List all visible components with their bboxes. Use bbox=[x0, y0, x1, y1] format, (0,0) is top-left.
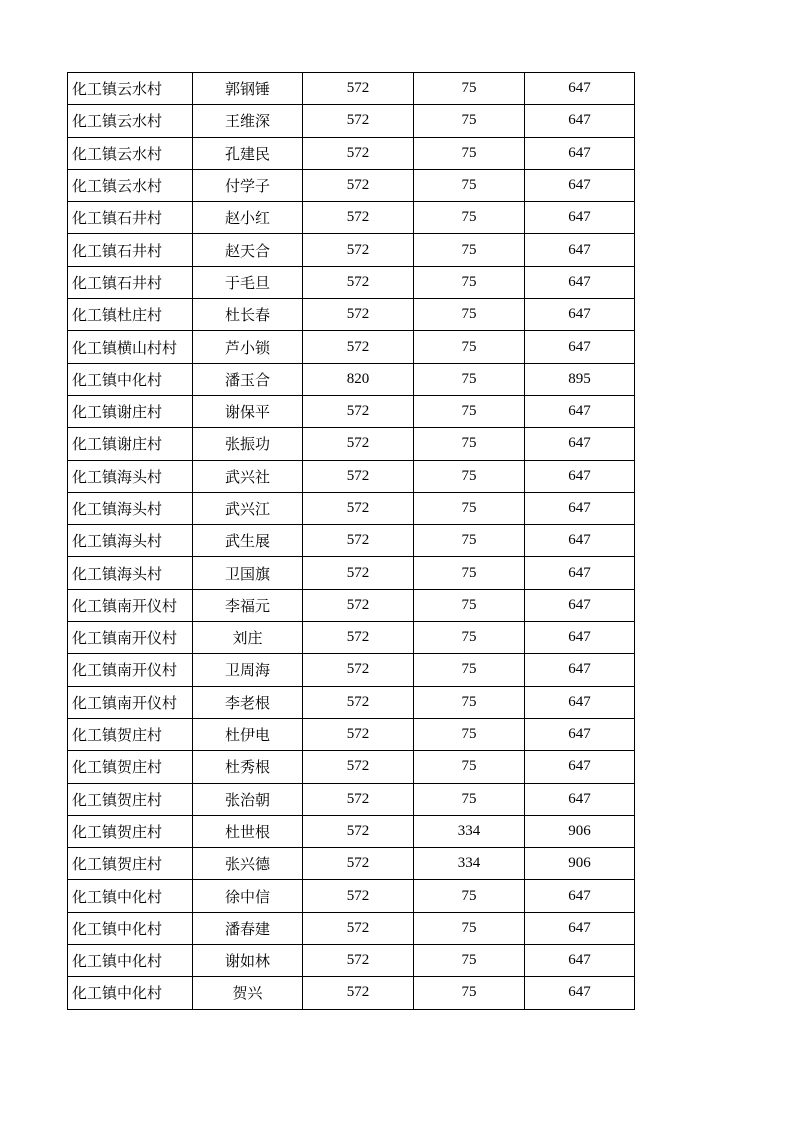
name-cell: 赵天合 bbox=[193, 234, 303, 266]
amount-a-cell: 572 bbox=[303, 137, 414, 169]
total-cell: 647 bbox=[525, 880, 635, 912]
name-cell: 李福元 bbox=[193, 589, 303, 621]
total-cell: 647 bbox=[525, 654, 635, 686]
amount-a-cell: 572 bbox=[303, 234, 414, 266]
amount-a-cell: 572 bbox=[303, 977, 414, 1009]
total-cell: 647 bbox=[525, 912, 635, 944]
amount-b-cell: 75 bbox=[414, 492, 525, 524]
table-row bbox=[68, 557, 635, 589]
name-cell: 李老根 bbox=[193, 686, 303, 718]
amount-a-cell: 572 bbox=[303, 492, 414, 524]
amount-b-cell: 75 bbox=[414, 363, 525, 395]
total-cell: 647 bbox=[525, 73, 635, 105]
amount-b-cell: 75 bbox=[414, 622, 525, 654]
village-cell: 化工镇海头村 bbox=[68, 557, 193, 589]
amount-a-cell: 572 bbox=[303, 331, 414, 363]
village-cell: 化工镇南开仪村 bbox=[68, 686, 193, 718]
name-cell: 王维深 bbox=[193, 105, 303, 137]
amount-b-cell: 75 bbox=[414, 460, 525, 492]
amount-a-cell: 572 bbox=[303, 169, 414, 201]
amount-a-cell: 572 bbox=[303, 266, 414, 298]
name-cell: 张振功 bbox=[193, 428, 303, 460]
amount-b-cell: 75 bbox=[414, 266, 525, 298]
amount-b-cell: 75 bbox=[414, 105, 525, 137]
amount-a-cell: 820 bbox=[303, 363, 414, 395]
village-cell: 化工镇南开仪村 bbox=[68, 589, 193, 621]
amount-a-cell: 572 bbox=[303, 783, 414, 815]
amount-b-cell: 75 bbox=[414, 654, 525, 686]
village-cell: 化工镇贺庄村 bbox=[68, 783, 193, 815]
name-cell: 于毛旦 bbox=[193, 266, 303, 298]
village-cell: 化工镇贺庄村 bbox=[68, 848, 193, 880]
name-cell: 潘春建 bbox=[193, 912, 303, 944]
amount-b-cell: 75 bbox=[414, 751, 525, 783]
table-row bbox=[68, 783, 635, 815]
amount-b-cell: 75 bbox=[414, 977, 525, 1009]
amount-a-cell: 572 bbox=[303, 557, 414, 589]
total-cell: 647 bbox=[525, 299, 635, 331]
village-cell: 化工镇中化村 bbox=[68, 912, 193, 944]
name-cell: 郭钢锤 bbox=[193, 73, 303, 105]
amount-b-cell: 75 bbox=[414, 686, 525, 718]
name-cell: 杜长春 bbox=[193, 299, 303, 331]
amount-a-cell: 572 bbox=[303, 945, 414, 977]
table-row bbox=[68, 73, 635, 105]
total-cell: 647 bbox=[525, 460, 635, 492]
amount-b-cell: 75 bbox=[414, 525, 525, 557]
village-cell: 化工镇石井村 bbox=[68, 266, 193, 298]
amount-a-cell: 572 bbox=[303, 202, 414, 234]
amount-a-cell: 572 bbox=[303, 589, 414, 621]
table-row bbox=[68, 331, 635, 363]
total-cell: 647 bbox=[525, 428, 635, 460]
total-cell: 647 bbox=[525, 718, 635, 750]
amount-a-cell: 572 bbox=[303, 622, 414, 654]
amount-b-cell: 75 bbox=[414, 137, 525, 169]
name-cell: 杜秀根 bbox=[193, 751, 303, 783]
name-cell: 卫国旗 bbox=[193, 557, 303, 589]
total-cell: 647 bbox=[525, 395, 635, 427]
village-cell: 化工镇贺庄村 bbox=[68, 751, 193, 783]
village-cell: 化工镇云水村 bbox=[68, 73, 193, 105]
name-cell: 杜伊电 bbox=[193, 718, 303, 750]
name-cell: 贺兴 bbox=[193, 977, 303, 1009]
amount-a-cell: 572 bbox=[303, 686, 414, 718]
table-row bbox=[68, 622, 635, 654]
village-cell: 化工镇中化村 bbox=[68, 945, 193, 977]
table-row bbox=[68, 525, 635, 557]
total-cell: 895 bbox=[525, 363, 635, 395]
total-cell: 647 bbox=[525, 202, 635, 234]
table-row bbox=[68, 395, 635, 427]
amount-a-cell: 572 bbox=[303, 73, 414, 105]
village-cell: 化工镇谢庄村 bbox=[68, 395, 193, 427]
table-row bbox=[68, 234, 635, 266]
total-cell: 647 bbox=[525, 492, 635, 524]
table-row bbox=[68, 880, 635, 912]
total-cell: 647 bbox=[525, 945, 635, 977]
village-cell: 化工镇谢庄村 bbox=[68, 428, 193, 460]
village-cell: 化工镇石井村 bbox=[68, 234, 193, 266]
table-row bbox=[68, 718, 635, 750]
village-cell: 化工镇中化村 bbox=[68, 880, 193, 912]
village-cell: 化工镇云水村 bbox=[68, 137, 193, 169]
table-row bbox=[68, 751, 635, 783]
name-cell: 谢保平 bbox=[193, 395, 303, 427]
amount-b-cell: 75 bbox=[414, 880, 525, 912]
amount-a-cell: 572 bbox=[303, 460, 414, 492]
amount-b-cell: 75 bbox=[414, 589, 525, 621]
amount-a-cell: 572 bbox=[303, 105, 414, 137]
total-cell: 647 bbox=[525, 169, 635, 201]
total-cell: 647 bbox=[525, 977, 635, 1009]
table-row bbox=[68, 460, 635, 492]
table-row bbox=[68, 137, 635, 169]
village-cell: 化工镇杜庄村 bbox=[68, 299, 193, 331]
amount-b-cell: 334 bbox=[414, 815, 525, 847]
amount-b-cell: 75 bbox=[414, 331, 525, 363]
total-cell: 647 bbox=[525, 266, 635, 298]
table-row bbox=[68, 299, 635, 331]
table-row bbox=[68, 363, 635, 395]
amount-a-cell: 572 bbox=[303, 751, 414, 783]
total-cell: 647 bbox=[525, 557, 635, 589]
amount-a-cell: 572 bbox=[303, 525, 414, 557]
table-body bbox=[68, 73, 635, 1010]
table-row bbox=[68, 815, 635, 847]
table-row bbox=[68, 169, 635, 201]
amount-b-cell: 75 bbox=[414, 718, 525, 750]
name-cell: 付学子 bbox=[193, 169, 303, 201]
table-row bbox=[68, 105, 635, 137]
total-cell: 906 bbox=[525, 848, 635, 880]
amount-b-cell: 75 bbox=[414, 783, 525, 815]
total-cell: 647 bbox=[525, 234, 635, 266]
village-cell: 化工镇中化村 bbox=[68, 363, 193, 395]
total-cell: 647 bbox=[525, 525, 635, 557]
amount-b-cell: 334 bbox=[414, 848, 525, 880]
amount-b-cell: 75 bbox=[414, 299, 525, 331]
name-cell: 杜世根 bbox=[193, 815, 303, 847]
name-cell: 武兴江 bbox=[193, 492, 303, 524]
name-cell: 孔建民 bbox=[193, 137, 303, 169]
name-cell: 张兴德 bbox=[193, 848, 303, 880]
name-cell: 卫周海 bbox=[193, 654, 303, 686]
village-cell: 化工镇贺庄村 bbox=[68, 815, 193, 847]
total-cell: 647 bbox=[525, 686, 635, 718]
table-row bbox=[68, 266, 635, 298]
village-cell: 化工镇横山村村 bbox=[68, 331, 193, 363]
table-row bbox=[68, 912, 635, 944]
name-cell: 芦小锁 bbox=[193, 331, 303, 363]
village-cell: 化工镇云水村 bbox=[68, 105, 193, 137]
name-cell: 潘玉合 bbox=[193, 363, 303, 395]
amount-b-cell: 75 bbox=[414, 395, 525, 427]
total-cell: 647 bbox=[525, 589, 635, 621]
table-row bbox=[68, 589, 635, 621]
village-cell: 化工镇南开仪村 bbox=[68, 622, 193, 654]
village-cell: 化工镇海头村 bbox=[68, 492, 193, 524]
amount-a-cell: 572 bbox=[303, 815, 414, 847]
table-row bbox=[68, 492, 635, 524]
amount-b-cell: 75 bbox=[414, 202, 525, 234]
total-cell: 906 bbox=[525, 815, 635, 847]
amount-b-cell: 75 bbox=[414, 557, 525, 589]
amount-a-cell: 572 bbox=[303, 912, 414, 944]
amount-b-cell: 75 bbox=[414, 428, 525, 460]
table-row bbox=[68, 654, 635, 686]
total-cell: 647 bbox=[525, 105, 635, 137]
total-cell: 647 bbox=[525, 783, 635, 815]
village-cell: 化工镇中化村 bbox=[68, 977, 193, 1009]
table-row bbox=[68, 945, 635, 977]
name-cell: 武兴社 bbox=[193, 460, 303, 492]
name-cell: 赵小红 bbox=[193, 202, 303, 234]
amount-b-cell: 75 bbox=[414, 169, 525, 201]
village-cell: 化工镇南开仪村 bbox=[68, 654, 193, 686]
amount-b-cell: 75 bbox=[414, 912, 525, 944]
amount-b-cell: 75 bbox=[414, 945, 525, 977]
name-cell: 刘庄 bbox=[193, 622, 303, 654]
total-cell: 647 bbox=[525, 622, 635, 654]
amount-a-cell: 572 bbox=[303, 299, 414, 331]
amount-a-cell: 572 bbox=[303, 848, 414, 880]
table-row bbox=[68, 428, 635, 460]
name-cell: 谢如林 bbox=[193, 945, 303, 977]
amount-b-cell: 75 bbox=[414, 234, 525, 266]
total-cell: 647 bbox=[525, 751, 635, 783]
village-cell: 化工镇云水村 bbox=[68, 169, 193, 201]
amount-a-cell: 572 bbox=[303, 654, 414, 686]
total-cell: 647 bbox=[525, 137, 635, 169]
name-cell: 武生展 bbox=[193, 525, 303, 557]
data-table bbox=[67, 72, 635, 1010]
village-cell: 化工镇贺庄村 bbox=[68, 718, 193, 750]
table-row bbox=[68, 686, 635, 718]
amount-a-cell: 572 bbox=[303, 718, 414, 750]
total-cell: 647 bbox=[525, 331, 635, 363]
amount-a-cell: 572 bbox=[303, 880, 414, 912]
village-cell: 化工镇石井村 bbox=[68, 202, 193, 234]
amount-a-cell: 572 bbox=[303, 395, 414, 427]
table-row bbox=[68, 202, 635, 234]
name-cell: 张治朝 bbox=[193, 783, 303, 815]
village-cell: 化工镇海头村 bbox=[68, 525, 193, 557]
name-cell: 徐中信 bbox=[193, 880, 303, 912]
table-row bbox=[68, 977, 635, 1009]
village-cell: 化工镇海头村 bbox=[68, 460, 193, 492]
table-row bbox=[68, 848, 635, 880]
amount-a-cell: 572 bbox=[303, 428, 414, 460]
amount-b-cell: 75 bbox=[414, 73, 525, 105]
